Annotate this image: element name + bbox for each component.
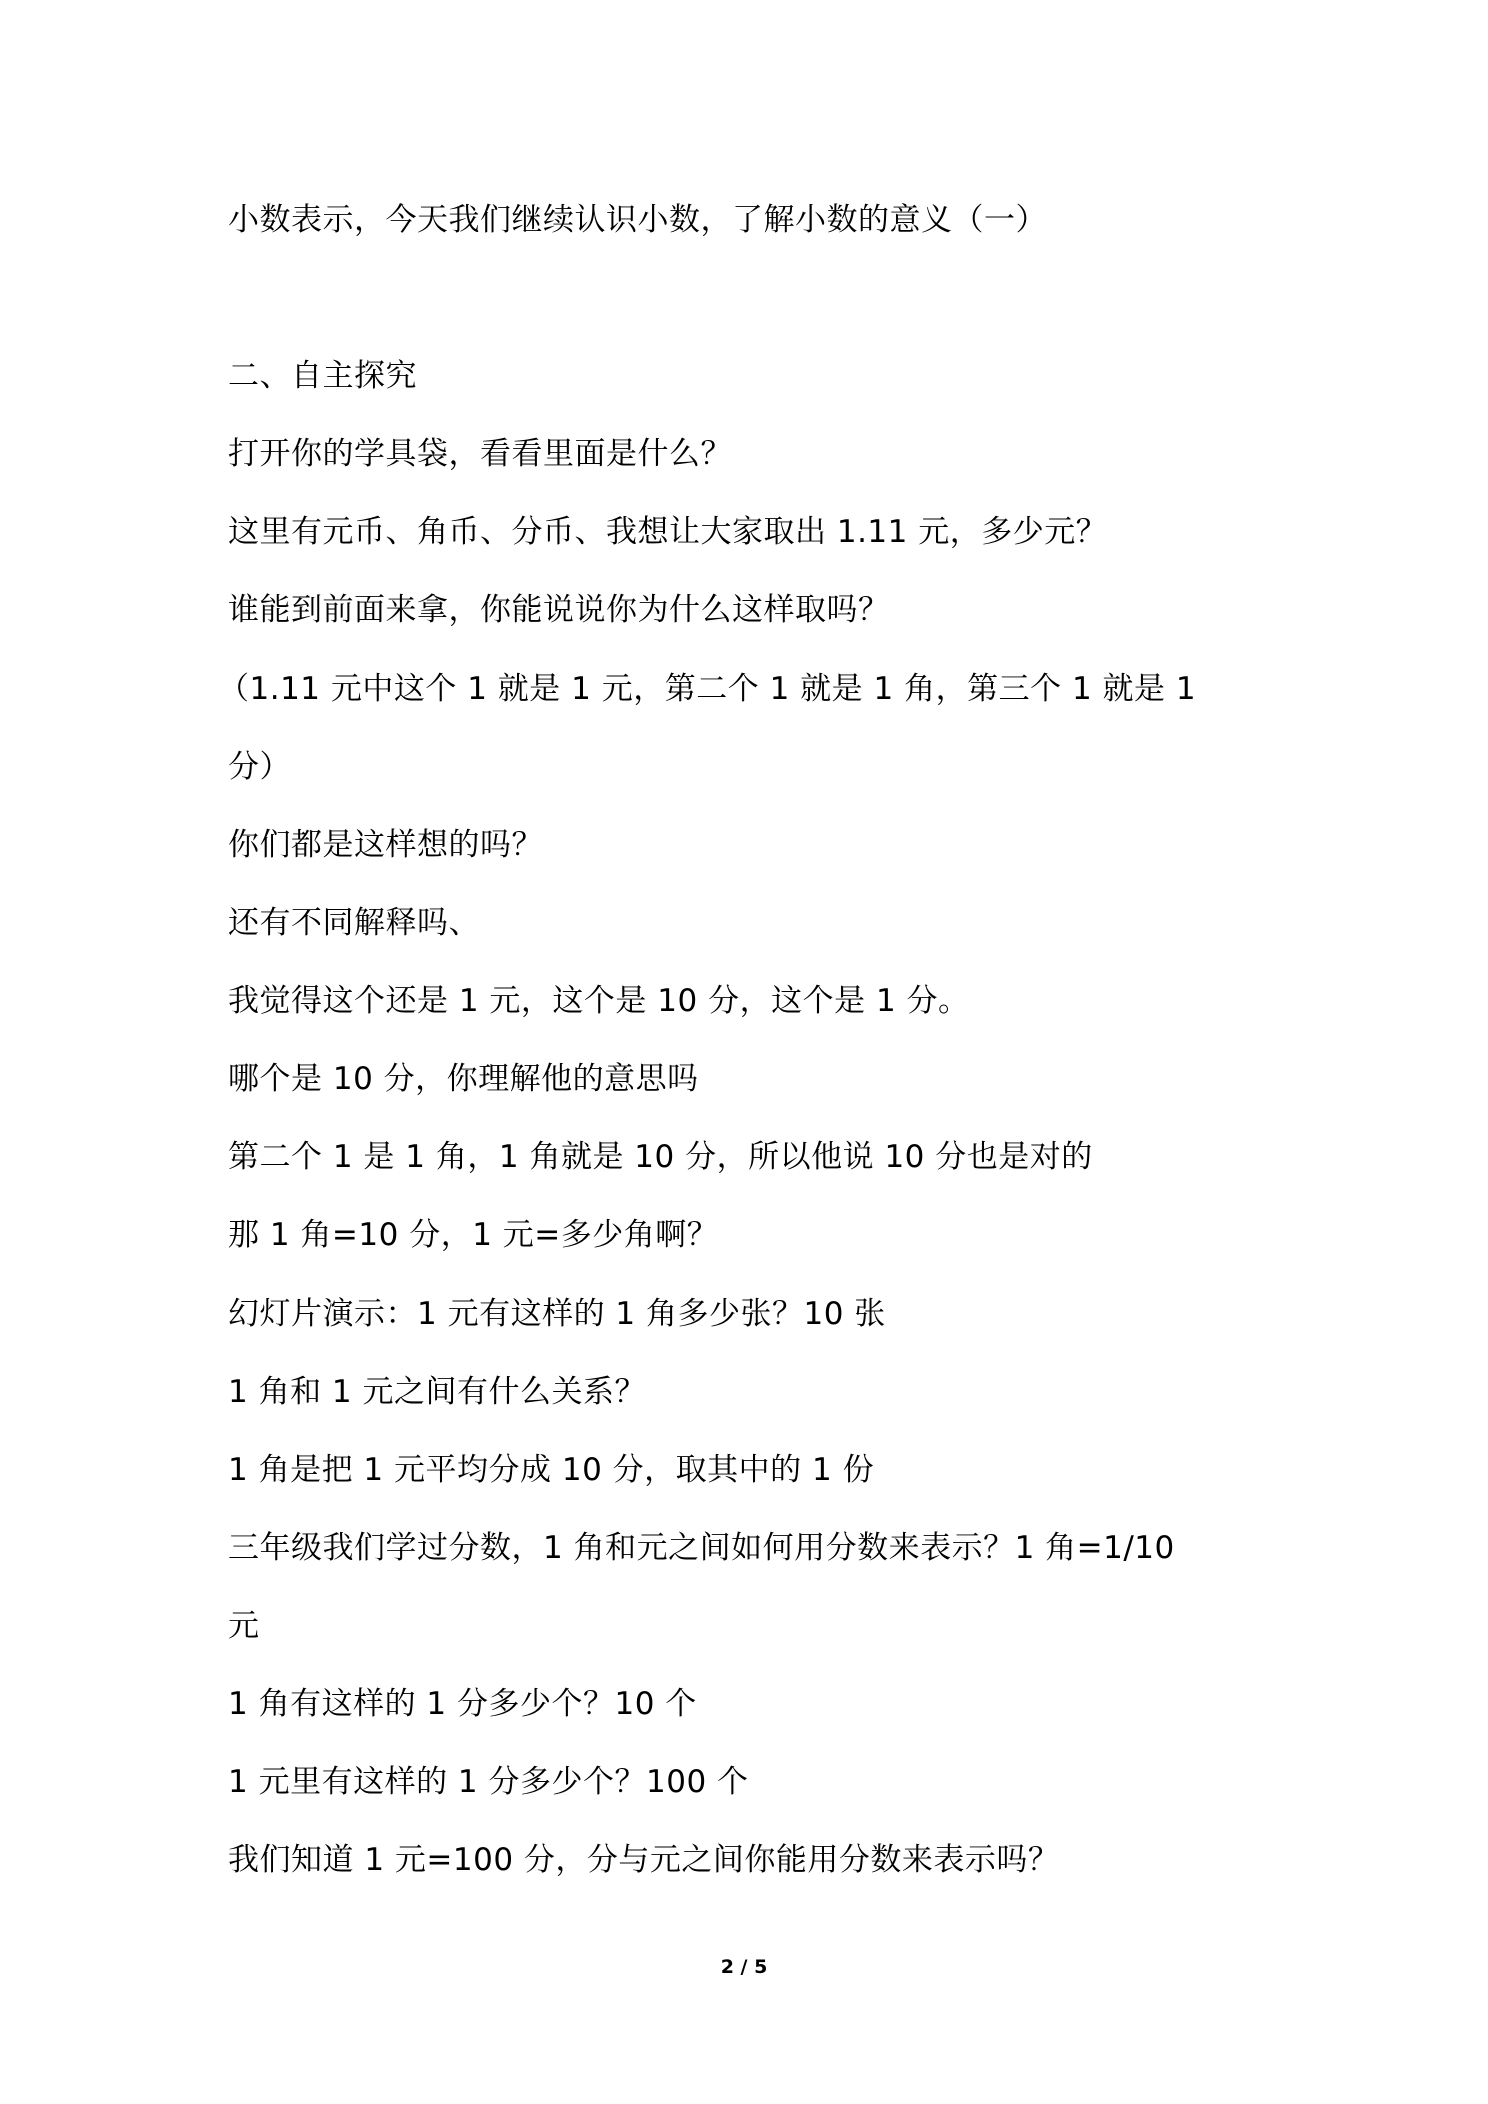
text-line: 我们知道 1 元=100 分，分与元之间你能用分数来表示吗？ xyxy=(228,1842,1060,1878)
text-line: 分） xyxy=(228,749,291,785)
text-line: 你们都是这样想的吗？ xyxy=(228,827,543,863)
text-line: 还有不同解释吗、 xyxy=(228,905,480,941)
text-line: 哪个是 10 分，你理解他的意思吗 xyxy=(228,1061,699,1097)
text-line: 三年级我们学过分数，1 角和元之间如何用分数来表示？1 角=1/10 xyxy=(228,1530,1175,1566)
text-line: 这里有元币、角币、分币、我想让大家取出 1.11 元，多少元？ xyxy=(228,514,1108,550)
text-line: 1 角和 1 元之间有什么关系？ xyxy=(228,1374,647,1410)
text-line: 元 xyxy=(228,1608,260,1644)
page-number: 2 / 5 xyxy=(720,1956,768,1978)
text-line: 幻灯片演示：1 元有这样的 1 角多少张？10 张 xyxy=(228,1296,886,1332)
text-line: 那 1 角=10 分，1 元=多少角啊？ xyxy=(228,1217,719,1253)
text-line: 1 角是把 1 元平均分成 10 分，取其中的 1 份 xyxy=(228,1452,875,1488)
text-line: 小数表示，今天我们继续认识小数，了解小数的意义（一） xyxy=(228,202,1047,238)
text-line: 第二个 1 是 1 角，1 角就是 10 分，所以他说 10 分也是对的 xyxy=(228,1139,1093,1175)
text-line: 我觉得这个还是 1 元，这个是 10 分，这个是 1 分。 xyxy=(228,983,970,1019)
text-line: 谁能到前面来拿，你能说说你为什么这样取吗？ xyxy=(228,592,890,628)
text-line: （1.11 元中这个 1 就是 1 元，第二个 1 就是 1 角，第三个 1 就是 1 xyxy=(218,671,1197,707)
text-line: 打开你的学具袋，看看里面是什么？ xyxy=(228,436,732,472)
text-line: 1 角有这样的 1 分多少个？10 个 xyxy=(228,1686,697,1722)
section-heading: 二、自主探究 xyxy=(228,358,417,394)
text-line: 1 元里有这样的 1 分多少个？100 个 xyxy=(228,1764,749,1800)
